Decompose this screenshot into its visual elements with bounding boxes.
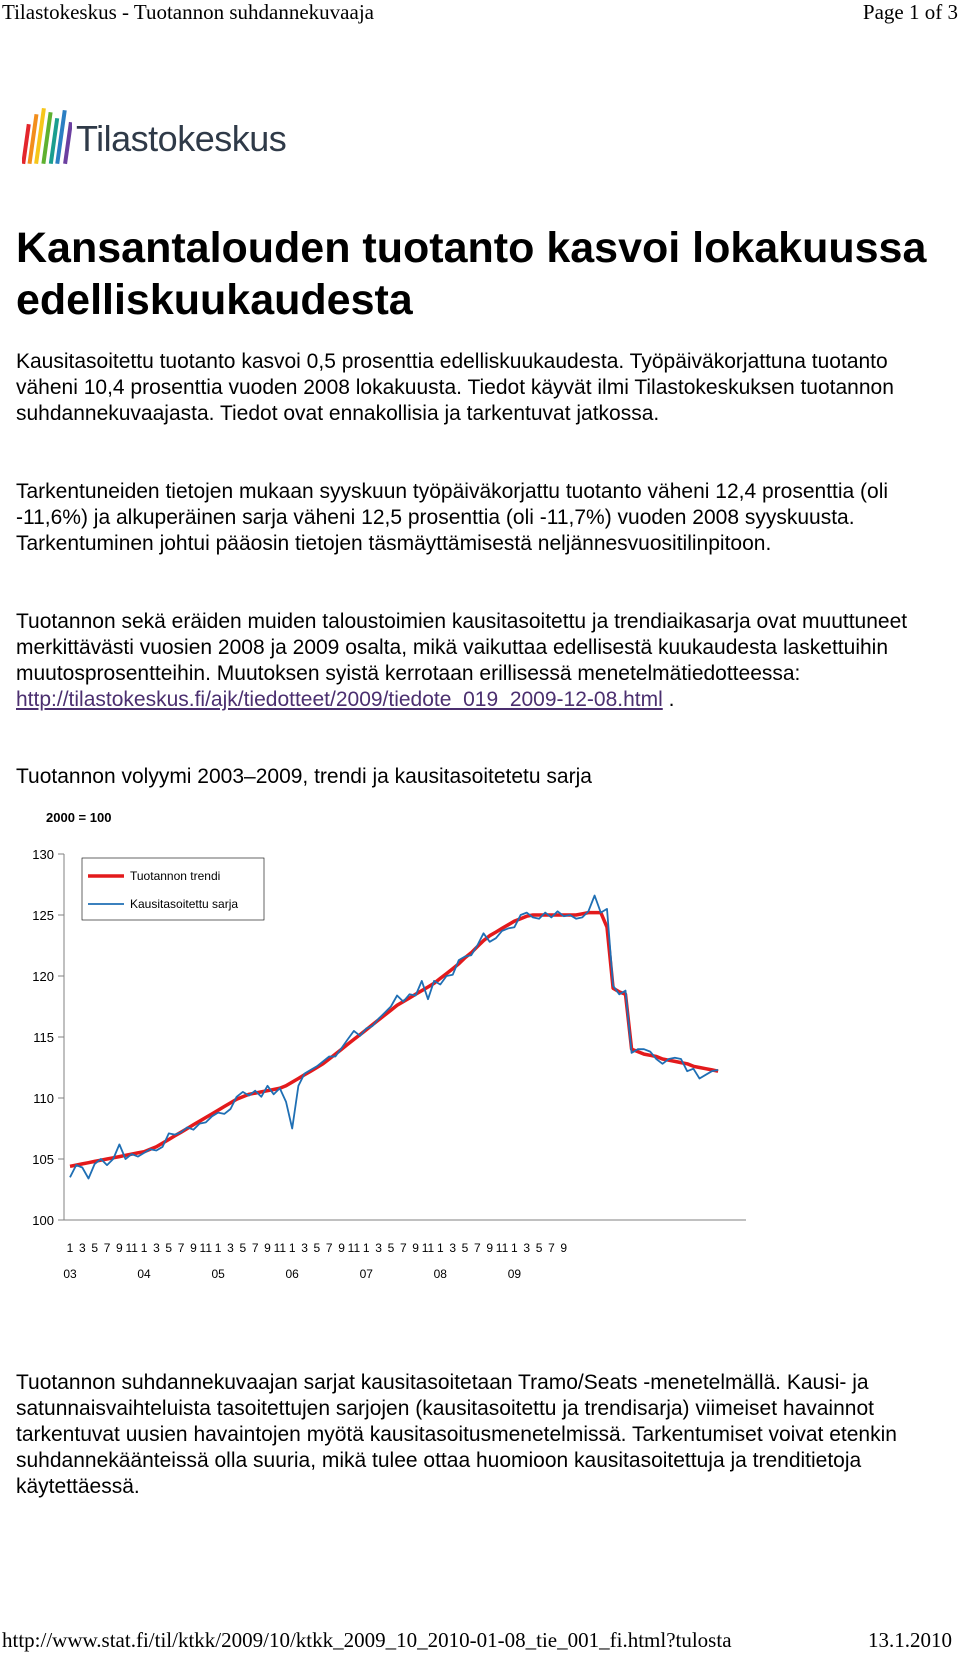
x-month-label: 5 [461, 1241, 469, 1255]
print-header-title: Tilastokeskus - Tuotannon suhdannekuvaaja [2, 0, 374, 24]
production-volume-chart [22, 810, 792, 1352]
print-header [0, 0, 960, 24]
x-year-label: 04 [137, 1267, 151, 1281]
x-month-label: 3 [523, 1241, 531, 1255]
series-line-trend [70, 913, 718, 1167]
chart-svg [22, 810, 792, 1352]
chart-caption: Tuotannon volyymi 2003–2009, trendi ja kausitasoitetetu sarja [16, 765, 592, 788]
x-month-label: 9 [412, 1241, 419, 1255]
x-month-label: 11 [421, 1241, 435, 1255]
y-tick-label: 130 [32, 847, 54, 862]
y-tick-label: 110 [33, 1091, 54, 1106]
x-month-label: 9 [486, 1241, 494, 1255]
x-month-label: 3 [449, 1241, 457, 1255]
x-month-label: 7 [177, 1241, 185, 1255]
y-tick-label: 100 [32, 1213, 54, 1228]
x-month-label: 3 [301, 1241, 308, 1255]
x-month-label: 9 [264, 1241, 271, 1255]
paragraph-4: Tuotannon suhdannekuvaajan sarjat kausitasoitetaan Tramo/Seats -menetelmällä. Kausi- ja satunnaisvaihteluista tasoitettujen sarjojen (kausitasoitettu ja trendisarja) viimeiset havainnot tarkentuvat uusien havaintojen myötä kausitasoitusmenetelmissä. Tarkentumiset voivat etenkin suhdannekäänteissä olla suuria, mikä tulee ottaa huomioon kausitasoitettuja ja trenditietoja käytettäessä. [16, 1371, 897, 1498]
x-month-label: 9 [560, 1241, 568, 1255]
y-tick-label: 120 [32, 969, 54, 984]
print-header-page: Page 1 of 3 [862, 0, 958, 24]
x-month-label: 11 [495, 1241, 509, 1255]
x-month-label: 5 [313, 1241, 321, 1255]
x-month-label: 1 [511, 1241, 518, 1255]
x-month-label: 1 [214, 1241, 222, 1255]
x-year-label: 05 [211, 1267, 225, 1281]
method-notice-link[interactable]: http://tilastokeskus.fi/ajk/tiedotteet/2009/tiedote_019_2009-12-08.html [16, 688, 663, 711]
x-year-label: 03 [63, 1267, 77, 1281]
y-tick-label: 125 [32, 908, 54, 923]
x-month-label: 11 [199, 1241, 213, 1255]
x-month-label: 1 [140, 1241, 148, 1255]
y-tick-label: 115 [33, 1030, 54, 1045]
x-month-label: 7 [251, 1241, 259, 1255]
page-title: Kansantalouden tuotanto kasvoi lokakuussa edelliskuukaudesta [16, 224, 927, 324]
x-year-label: 07 [359, 1267, 373, 1281]
x-month-label: 1 [362, 1241, 370, 1255]
x-month-label: 1 [288, 1241, 296, 1255]
paragraph-3-tail: . [662, 688, 675, 711]
tilastokeskus-logo[interactable] [22, 106, 292, 168]
x-month-label: 5 [165, 1241, 173, 1255]
paragraph-3-text: Tuotannon sekä eräiden muiden taloustoimien kausitasoitettu ja trendiaikasarja ovat muuttuneet merkittävästi vuosien 2008 ja 2009 osalta, mikä vaikuttaa edellisestä kuukaudesta laskettuihin muutosprosentteihin. Muutoksen syistä kerrotaan erillisessä menetelmätiedotteessa: [16, 610, 908, 685]
x-month-label: 5 [239, 1241, 247, 1255]
x-month-label: 9 [116, 1241, 123, 1255]
x-month-label: 7 [325, 1241, 333, 1255]
x-month-label: 3 [375, 1241, 382, 1255]
chart-index-label: 2000 = 100 [46, 810, 112, 825]
x-month-label: 7 [399, 1241, 407, 1255]
x-month-label: 9 [338, 1241, 345, 1255]
legend-label-seasonal: Kausitasoitettu sarja [130, 897, 239, 911]
logo-text: Tilastokeskus [76, 118, 287, 159]
print-footer-date: 13.1.2010 [868, 1628, 952, 1652]
logo-icon [22, 106, 72, 168]
y-tick-label: 105 [32, 1152, 54, 1167]
paragraph-3 [16, 609, 936, 713]
x-year-label: 08 [433, 1267, 447, 1281]
x-month-label: 11 [273, 1241, 287, 1255]
x-month-label: 5 [387, 1241, 395, 1255]
x-month-label: 3 [227, 1241, 234, 1255]
x-month-label: 5 [91, 1241, 99, 1255]
series-line-seasonal [70, 896, 718, 1179]
print-footer-url: http://www.stat.fi/til/ktkk/2009/10/ktkk_2009_10_2010-01-08_tie_001_fi.html?tulosta [2, 1628, 732, 1652]
x-month-label: 5 [535, 1241, 543, 1255]
x-month-label: 9 [190, 1241, 197, 1255]
x-month-label: 3 [153, 1241, 160, 1255]
paragraph-1: Kausitasoitettu tuotanto kasvoi 0,5 prosenttia edelliskuukaudesta. Työpäiväkorjattuna tuotanto väheni 10,4 prosenttia vuoden 2008 lokakuusta. Tiedot käyvät ilmi Tilastokeskuksen tuotannon suhdannekuvaajasta. Tiedot ovat ennakollisia ja tarkentuvat jatkossa. [16, 350, 894, 425]
x-month-label: 7 [103, 1241, 111, 1255]
paragraph-2: Tarkentuneiden tietojen mukaan syyskuun työpäiväkorjattu tuotanto väheni 12,4 prosenttia (oli -11,6%) ja alkuperäinen sarja väheni 12,5 prosenttia (oli -11,7%) vuoden 2008 syyskuusta. Tarkentuminen johtui pääosin tietojen täsmäyttämisestä neljännesvuositilinpitoon. [16, 480, 889, 555]
x-month-label: 1 [66, 1241, 74, 1255]
legend-label-trend: Tuotannon trendi [130, 869, 221, 883]
x-year-label: 06 [285, 1267, 299, 1281]
x-month-label: 3 [79, 1241, 86, 1255]
x-month-label: 11 [347, 1241, 361, 1255]
x-year-label: 09 [507, 1267, 522, 1281]
x-month-label: 7 [548, 1241, 555, 1255]
x-month-label: 1 [436, 1241, 444, 1255]
x-month-label: 7 [474, 1241, 481, 1255]
x-month-label: 11 [125, 1241, 138, 1255]
print-footer [0, 1628, 960, 1652]
